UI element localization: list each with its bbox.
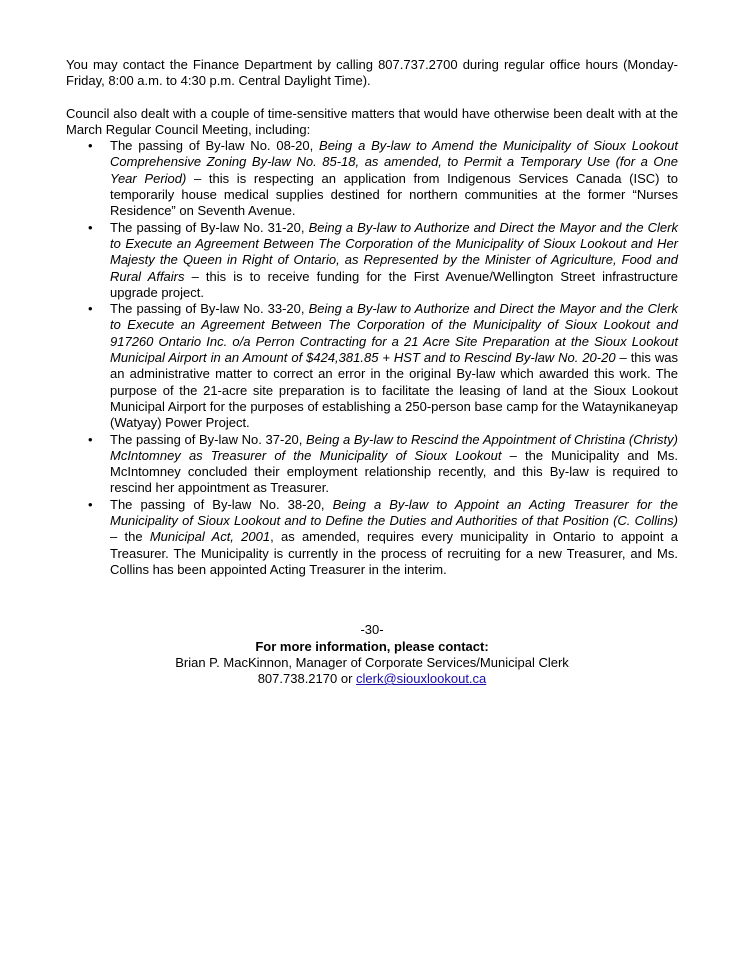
bylaw-list — [66, 138, 678, 578]
item-prefix: The passing of By-law No. 33-20, — [110, 301, 309, 317]
bullet-icon: • — [88, 431, 93, 447]
item-prefix: The passing of By-law No. 31-20, — [110, 219, 309, 235]
bylaw-title: Being a By-law to Amend the Municipality of Sioux Lookout Comprehensive Zoning By-law No. 85-18, as amended, to Permit a Temporary Use (for a One Year Period) — [110, 138, 678, 186]
list-item — [66, 497, 678, 578]
bylaw-title: Being a By-law to Authorize and Direct the Mayor and the Clerk to Execute an Agreement Between The Corporation of the Municipality of Sioux Lookout and 917260 Ontario Inc. o/a Perron Contracting for a 21 Acre Site Preparation at the Sioux Lookout Municipal Airport in an Amount of $424,381.85 + HST and to Rescind By-law No. 20-20 — [110, 301, 678, 366]
item-description: – this is respecting an application from Indigenous Services Canada (ISC) to temporarily house medical supplies destined for northern communities at the former “Nurses Residence” on Seventh Avenue. — [110, 170, 679, 219]
lead-paragraph: Council also dealt with a couple of time-sensitive matters that would have otherwise been dealt with at the March Regular Council Meeting, including: — [66, 105, 678, 137]
bylaw-title: Being a By-law to Appoint an Acting Treasurer for the Municipality of Sioux Lookout and to Define the Duties and Authorities of that Position (C. Collins) — [110, 496, 678, 529]
bullet-icon: • — [88, 301, 93, 317]
bullet-icon: • — [88, 138, 93, 154]
item-description: – the Municipality and Ms. McIntomney concluded their employment relationship recently, and this By-law is required to rescind her appointment as Treasurer. — [110, 447, 679, 496]
list-item — [66, 220, 678, 301]
list-item — [66, 301, 678, 431]
contact-block — [66, 622, 678, 687]
bylaw-title: Being a By-law to Authorize and Direct the Mayor and the Clerk to Execute an Agreement Between The Corporation of the Municipality of Sioux Lookout and Her Majesty the Queen in Right of Ontario, as Represented by the Minister of Agriculture, Food and Rural Affairs — [110, 219, 678, 284]
page-end-marker: -30- — [360, 622, 384, 638]
item-prefix: The passing of By-law No. 08-20, — [110, 138, 320, 154]
contact-email-link[interactable]: clerk@siouxlookout.ca — [356, 671, 487, 687]
bullet-icon: • — [88, 496, 93, 512]
item-connector: – the — [110, 529, 150, 545]
intro-paragraph: You may contact the Finance Department by calling 807.737.2700 during regular office hours (Monday-Friday, 8:00 a.m. to 4:30 p.m. Central Daylight Time). — [66, 57, 678, 89]
item-prefix: The passing of By-law No. 37-20, — [110, 431, 307, 447]
list-item — [66, 432, 678, 497]
item-description: – this was an administrative matter to correct an error in the original By-law which awarded this work. The purpose of the 21-acre site preparation is to facilitate the leasing of land at the Sioux Lookout Municipal Airport for the purposes of establishing a 250-person base camp for the Wataynikaneyap (Watyay) Power Project. — [110, 350, 678, 431]
contact-phone: 807.738.2170 or — [257, 671, 357, 687]
contact-name-line: Brian P. MacKinnon, Manager of Corporate Services/Municipal Clerk — [175, 654, 569, 670]
item-description: , as amended, requires every municipality in Ontario to appoint a Treasurer. The Municipality is currently in the process of recruiting for a new Treasurer, and Ms. Collins has been appointed Acting Treasurer in the interim. — [110, 529, 678, 577]
bylaw-title: Being a By-law to Rescind the Appointment of Christina (Christy) McIntomney as Treasurer of the Municipality of Sioux Lookout — [110, 431, 678, 463]
list-item — [66, 138, 678, 219]
act-title: Municipal Act, 2001 — [149, 529, 271, 545]
item-prefix: The passing of By-law No. 38-20, — [110, 496, 333, 512]
item-description: – this is to receive funding for the First Avenue/Wellington Street infrastructure upgrade project. — [110, 268, 678, 300]
bullet-icon: • — [88, 219, 93, 235]
contact-phone-email-line — [66, 671, 678, 687]
contact-heading: For more information, please contact: — [255, 638, 489, 654]
